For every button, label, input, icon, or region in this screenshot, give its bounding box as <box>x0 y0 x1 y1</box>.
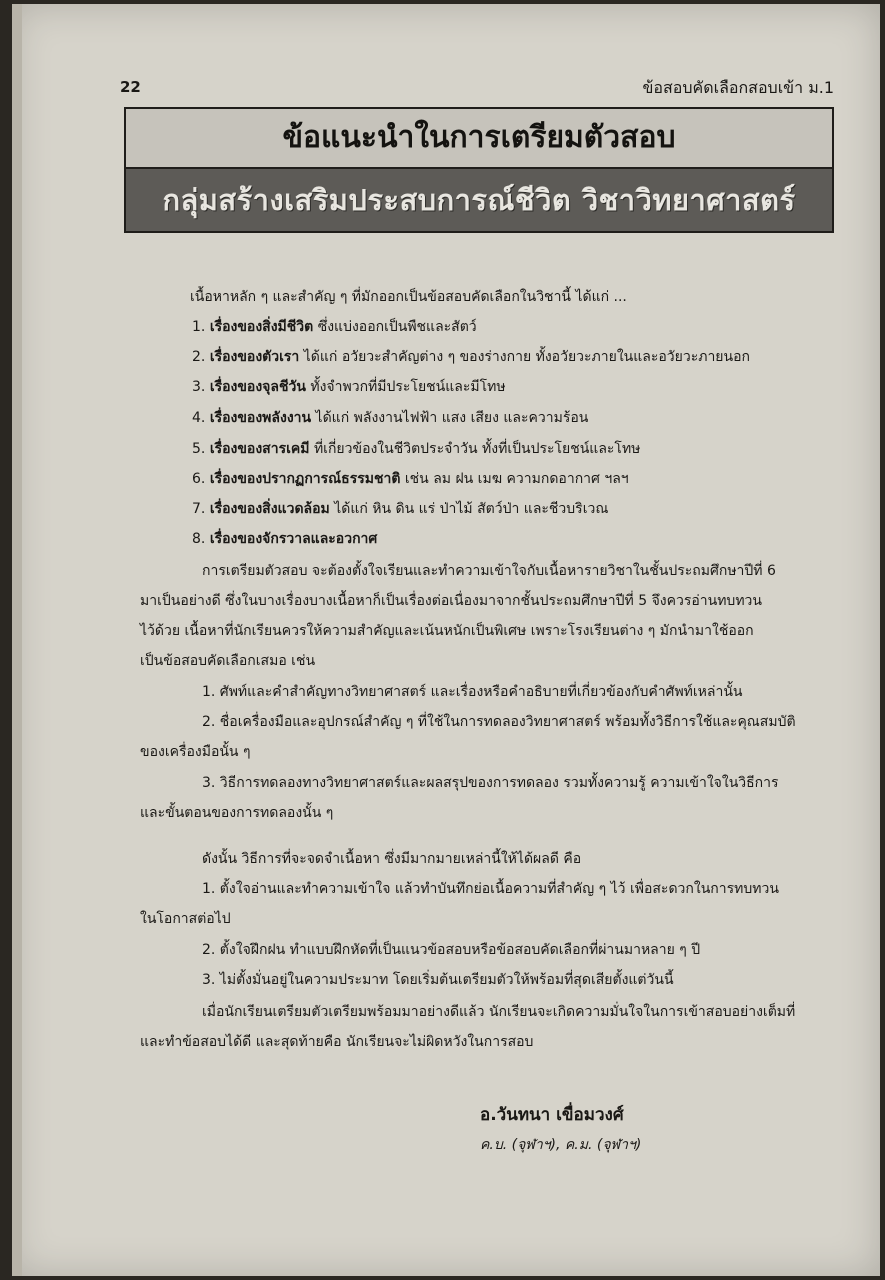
topic-title: เรื่องของสารเคมี <box>209 441 310 457</box>
topic-number: 8. <box>192 531 206 547</box>
study-list-item: 2. ตั้งใจฝึกฝน ทำแบบฝึกหัดที่เป็นแนวข้อสอบหรือข้อสอบคัดเลือกที่ผ่านมาหลาย ๆ ปี <box>202 942 701 958</box>
topic-title: เรื่องของพลังงาน <box>209 410 312 426</box>
prep-paragraph-line: มาเป็นอย่างดี ซึ่งในบางเรื่องบางเนื้อหาก็เป็นเรื่องต่อเนื่องมาจากชั้นประถมศึกษาปีที่ 5 จึงควรอ่านทบทวน <box>140 593 762 609</box>
prep-list-item: และขั้นตอนของการทดลองนั้น ๆ <box>140 805 334 821</box>
topic-desc: เช่น ลม ฝน เมฆ ความกดอากาศ ฯลฯ <box>404 471 629 487</box>
topic-number: 6. <box>192 471 206 487</box>
closing-line: เมื่อนักเรียนเตรียมตัวเตรียมพร้อมมาอย่างดีแล้ว นักเรียนจะเกิดความมั่นใจในการเข้าสอบอย่างเต็มที่ <box>202 1004 796 1020</box>
topic-number: 7. <box>192 501 206 517</box>
topic-number: 4. <box>192 410 206 426</box>
study-intro: ดังนั้น วิธีการที่จะจดจำเนื้อหา ซึ่งมีมากมายเหล่านี้ให้ได้ผลดี คือ <box>202 851 582 867</box>
page-number: 22 <box>120 78 141 96</box>
topic-desc: ได้แก่ พลังงานไฟฟ้า แสง เสียง และความร้อน <box>315 410 589 426</box>
intro-text: เนื้อหาหลัก ๆ และสำคัญ ๆ ที่มักออกเป็นข้อสอบคัดเลือกในวิชานี้ ได้แก่ ... <box>190 289 627 305</box>
page-title: ข้อแนะนำในการเตรียมตัวสอบ <box>126 109 832 169</box>
topic-desc: ที่เกี่ยวข้องในชีวิตประจำวัน ทั้งที่เป็นประโยชน์และโทษ <box>313 441 641 457</box>
topic-item <box>192 468 629 490</box>
topic-desc: ทั้งจำพวกที่มีประโยชน์และมีโทษ <box>310 379 506 395</box>
topic-title: เรื่องของสิ่งแวดล้อม <box>209 501 330 517</box>
topic-title: เรื่องของตัวเรา <box>209 349 300 365</box>
page-header <box>12 76 880 104</box>
prep-list-item: 2. ชื่อเครื่องมือและอุปกรณ์สำคัญ ๆ ที่ใช้ในการทดลองวิทยาศาสตร์ พร้อมทั้งวิธีการใช้และคุณสมบัติ <box>202 714 796 730</box>
topic-title: เรื่องของปรากฏการณ์ธรรมชาติ <box>209 471 401 487</box>
topic-desc: ซึ่งแบ่งออกเป็นพืชและสัตว์ <box>317 319 477 335</box>
topic-number: 3. <box>192 379 206 395</box>
topic-title: เรื่องของจักรวาลและอวกาศ <box>209 531 378 547</box>
prep-list-item: 1. ศัพท์และคำสำคัญทางวิทยาศาสตร์ และเรื่องหรือคำอธิบายที่เกี่ยวข้องกับคำศัพท์เหล่านั้น <box>202 684 743 700</box>
title-box <box>124 107 834 233</box>
topic-item <box>192 376 506 398</box>
author-credentials: ค.บ. (จุฬาฯ), ค.ม. (จุฬาฯ) <box>480 1137 642 1153</box>
topic-item <box>192 528 377 550</box>
prep-paragraph-line: เป็นข้อสอบคัดเลือกเสมอ เช่น <box>140 653 316 669</box>
author-name: อ.วันทนา เขื่อมวงศ์ <box>480 1105 624 1125</box>
topic-title: เรื่องของสิ่งมีชีวิต <box>209 319 314 335</box>
topic-number: 1. <box>192 319 206 335</box>
prep-paragraph-line: การเตรียมตัวสอบ จะต้องตั้งใจเรียนและทำความเข้าใจกับเนื้อหารายวิชาในชั้นประถมศึกษาปีที่ 6 <box>202 563 776 579</box>
closing-line: และทำข้อสอบได้ดี และสุดท้ายคือ นักเรียนจะไม่ผิดหวังในการสอบ <box>140 1034 534 1050</box>
prep-list-item: 3. วิธีการทดลองทางวิทยาศาสตร์และผลสรุปของการทดลอง รวมทั้งความรู้ ความเข้าใจในวิธีการ <box>202 775 779 791</box>
prep-paragraph-line: ไว้ด้วย เนื้อหาที่นักเรียนควรให้ความสำคัญและเน้นหนักเป็นพิเศษ เพราะโรงเรียนต่าง ๆ มักนำมาใช้ออก <box>140 623 754 639</box>
study-list-item: 1. ตั้งใจอ่านและทำความเข้าใจ แล้วทำบันทึกย่อเนื้อความที่สำคัญ ๆ ไว้ เพื่อสะดวกในการทบทวน <box>202 881 779 897</box>
topic-item <box>192 407 588 429</box>
topic-number: 2. <box>192 349 206 365</box>
document-page <box>12 4 880 1276</box>
topic-item <box>192 316 477 338</box>
page-binding-edge <box>12 4 22 1276</box>
topic-item <box>192 346 750 368</box>
study-list-item: 3. ไม่ตั้งมั่นอยู่ในความประมาท โดยเริ่มต้นเตรียมตัวให้พร้อมที่สุดเสียตั้งแต่วันนี้ <box>202 972 674 988</box>
topic-title: เรื่องของจุลชีวัน <box>209 379 306 395</box>
topic-number: 5. <box>192 441 206 457</box>
topic-desc: ได้แก่ หิน ดิน แร่ ป่าไม้ สัตว์ป่า และชีวบริเวณ <box>334 501 609 517</box>
topic-item <box>192 498 608 520</box>
study-list-item: ในโอกาสต่อไป <box>140 911 231 927</box>
prep-list-item: ของเครื่องมือนั้น ๆ <box>140 744 251 760</box>
page-subtitle: กลุ่มสร้างเสริมประสบการณ์ชีวิต วิชาวิทยาศาสตร์ <box>126 169 832 231</box>
running-title: ข้อสอบคัดเลือกสอบเข้า ม.1 <box>642 78 834 97</box>
topic-item <box>192 438 640 460</box>
topic-desc: ได้แก่ อวัยวะสำคัญต่าง ๆ ของร่างกาย ทั้งอวัยวะภายในและอวัยวะภายนอก <box>303 349 750 365</box>
